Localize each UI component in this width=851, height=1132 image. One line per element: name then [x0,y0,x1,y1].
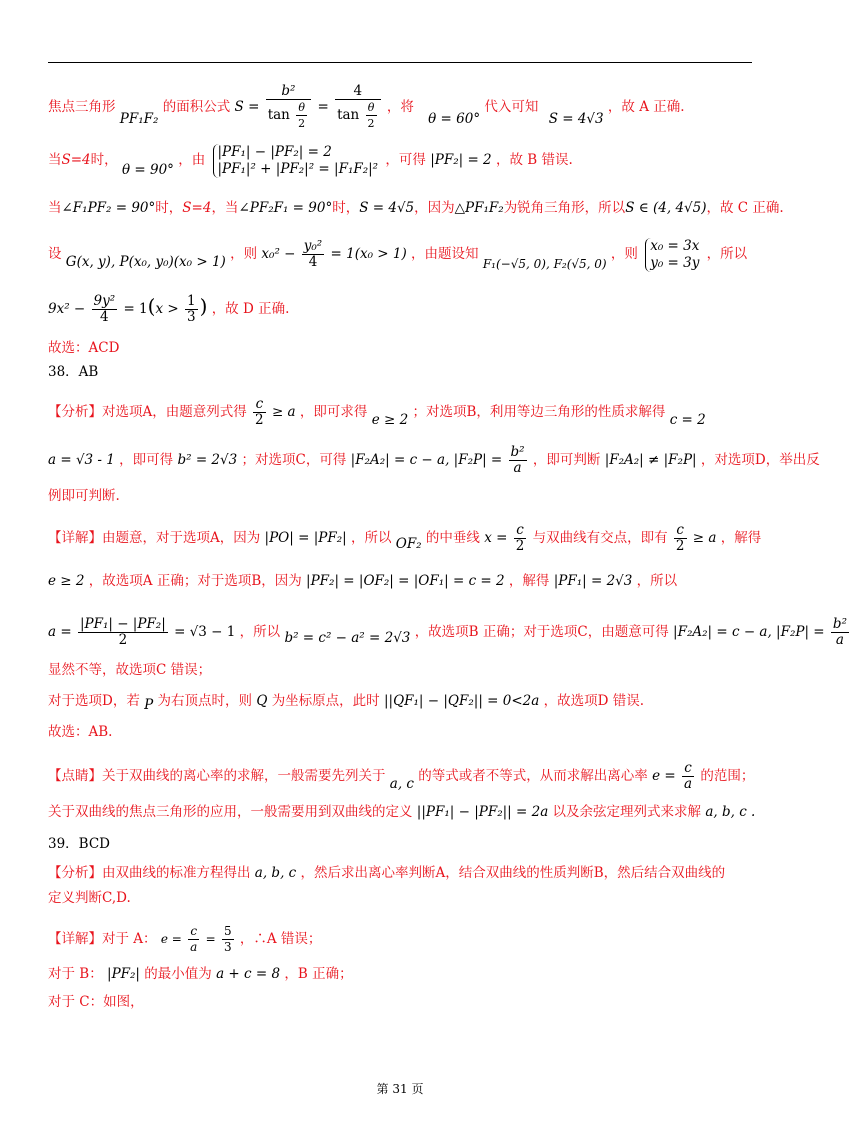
text: 的范围； [700,768,755,784]
math-c-eq2: c = 2 [669,412,706,428]
keypoint-line1 [48,758,758,794]
text: ，故选项D 错误. [543,693,644,709]
equation-system-2: x₀ = 3x y₀ = 3y [645,238,699,272]
text: ，故 B 错误. [495,152,573,168]
text: ，由 [178,152,206,168]
math-OF2: OF₂ [395,536,422,552]
text: ，故 A 正确. [607,99,685,115]
equation-system-1: |PF₁| − |PF₂| = 2 |PF₁|² + |PF₂|² = |F₁F₂|² [213,144,379,178]
math-theta60: θ = 60° [428,111,481,127]
tag-keypoint: 【点睛】 [48,768,102,784]
math-P: P [144,697,154,713]
text: ，然后求出离心率判断A，结合双曲线的性质判断B，然后结合双曲线的 [300,865,726,881]
math-ineq: |F₂A₂| ≠ |F₂P| [604,452,697,468]
detail-38-line4: 显然不等，故选项C 错误； [48,662,212,678]
math-b2-chain: b² = c² − a² = 2√3 [284,630,411,646]
text: ，则 [610,246,638,262]
frac-b2-a: $\frac{\text{b²}}{a}$ [832,616,847,648]
frac-c-2: $\frac{c}{2}$ [515,522,525,554]
math-foci: F₁(−√5, 0), F₂(√5, 0) [482,257,607,271]
math-x-eq: x = [484,530,508,546]
text: 对于选项D，若 [48,693,140,709]
detail-39-line3: 对于 C：如图， [48,994,144,1010]
text: ，即可求得 [299,404,368,420]
text: 的等式或者不等式，从而求解出离心率 [418,768,648,784]
tag-detail: 【详解】 [48,530,102,546]
math-PF1-val: |PF₁| = 2√3 [553,573,633,589]
math-S4r3: S = 4√3 [548,111,604,127]
math-F2A2: |F₂A₂| = c − a, |F₂P| = [673,624,825,640]
frac-9y2: $\frac{\text{9y²}}{4}$ [93,293,116,325]
analysis-38-line1 [48,392,758,432]
frac-pfdiff: $\frac{\text{|PF₁| − |PF₂|}}{2}$ [79,616,166,648]
text: ，可得 [385,152,426,168]
math-pf2: |PF₂| = 2 [430,152,492,168]
text: 关于双曲线的焦点三角形的应用，一般需要用到双曲线的定义 [48,804,413,820]
text: ，所以 [350,530,392,546]
math-r3m1: = √3 − 1 [174,624,236,640]
question-39-number: 39．BCD [48,836,111,852]
math-ac: a, c [389,776,414,792]
text: ，解得 [508,573,550,589]
math-PF2: |PF₂| [107,966,140,982]
text: 由双曲线的标准方程得出 [102,865,251,881]
math-PO: |PO| = |PF₂| [264,530,347,546]
math-PF2-chain: |PF₂| = |OF₂| = |OF₁| = c = 2 [306,573,505,589]
text: ；对选项B，利用等边三角形的性质求解得 [412,404,666,420]
text: ，故选项A 正确；对于选项B，因为 [88,573,302,589]
text: 以及余弦定理列式来求解 [552,804,702,820]
math-hyperbola-def: ||PF₁| − |PF₂|| = 2a [416,804,549,820]
frac-b2-a: $\frac{\text{b²}}{a}$ [510,444,525,476]
frac-c-a: $\frac{c}{a}$ [683,760,693,792]
text: 焦点三角形 [48,99,116,115]
math-ge-a: ≥ a [692,530,717,546]
math-S-range: S ∈ (4, 4√5) [625,200,707,216]
math-e-ge2: e ≥ 2 [48,573,85,589]
analysis-39-line2: 定义判断C,D. [48,890,131,906]
text: 的最小值为 [144,966,212,982]
detail-38-line1 [48,518,762,558]
line-area-formula: 焦点三角形 PF₁F₂ 的面积公式 S = b² tan $\frac{\theta}{2}$ = 4 tan $\frac{\theta}{2}$ ，将 θ = 60° 代入可知 S = 4√3 ，故 A 正确. [48,83,685,130]
frac-c-a: $\frac{c}{a}$ [190,924,198,954]
line-s4-case [48,138,758,182]
line-angle-case [48,198,784,218]
text: ，所以 [706,246,748,262]
math-S: S = [234,99,260,115]
text: ，即可得 [119,452,174,468]
answer-choice-37: 故选：ACD [48,340,120,356]
tag-analysis: 【分析】 [48,404,102,420]
frac-4-tan: 4 tan $\frac{\theta}{2}$ [335,84,380,131]
text: ，将 [386,99,414,115]
math-GP: G(x, y), P(x₀, y₀)(x₀ > 1) [65,254,226,270]
detail-39-line1: 【详解】对于 A： e = $\frac{c}{a}$ = $\frac{5}{3}$ ，∴A 错误； [48,924,322,954]
math-a-val: a = √3 - 1 [48,452,115,468]
text: ，对选项D，举出反 [700,452,820,468]
text: ，由题设知 [411,246,479,262]
frac-c-2: $\frac{c}{2}$ [255,396,264,428]
text: 的中垂线 [425,530,480,546]
math-xgt: x > [155,301,179,317]
frac-5-3: $\frac{5}{3}$ [223,924,232,954]
text: 时， [332,200,360,216]
text: 由题意，对于选项A，因为 [102,530,261,546]
math-S4r5: S = 4√5 [359,200,415,216]
math-e-eq: e = [652,768,676,784]
text: 设 [48,246,62,262]
text: 与双曲线有交点，即有 [532,530,668,546]
text: 为锐角三角形，所以 [503,200,626,216]
page-number: 第 31 页 [376,1082,424,1096]
detail-38-line2 [48,566,758,596]
math-triangle: △PF₁F₂ [454,200,504,216]
text: 当 [48,152,62,168]
math-angle1: ∠F₁PF₂ = 90° [61,200,156,216]
text: ，故选项B 正确；对于选项C，由题意可得 [414,624,669,640]
math-ge-a: ≥ a [271,404,296,420]
text: S=4 [61,152,91,168]
line-locus-result: 9x² − $\frac{\text{9y²}}{4}$ = 1(x > $\frac{1}{3}$ ) ，故 D 正确. [48,293,290,325]
math-F2A2: |F₂A₂| = c − a, |F₂P| = [350,452,503,468]
text: ，所以 [239,624,281,640]
math-abc: a, b, c . [705,804,756,820]
math-9x2: 9x² − [48,301,86,317]
analysis-39-line1 [48,860,758,886]
math-e-ge2: e ≥ 2 [371,412,409,428]
tag-detail: 【详解】 [48,931,102,947]
analysis-38-line2 [48,440,820,480]
math-angle2: ∠PF₂F₁ = 90° [238,200,333,216]
frac-c-2: $\frac{c}{2}$ [675,522,685,554]
text: ，即可判断 [532,452,601,468]
analysis-38-line3: 例即可判断. [48,488,120,504]
text: 关于双曲线的离心率的求解，一般需要先列关于 [102,768,386,784]
keypoint-line2 [48,798,758,826]
math-apc: a + c = 8 [216,966,281,982]
text: 对选项A，由题意列式得 [102,404,247,420]
frac-b2-tan: b² tan $\frac{\theta}{2}$ [266,84,311,131]
text: ，故 D 正确. [211,301,290,317]
math-a-eq: a = [48,624,72,640]
text: 对于 B： [48,966,103,982]
text: 的面积公式 [162,99,231,115]
math-hyp0: x₀² − [261,246,296,262]
detail-38-line5 [48,688,758,714]
text: 代入可知 [484,99,539,115]
text: ，因为 [414,200,455,216]
question-38-number: 38．AB [48,364,99,380]
frac-y0: $\frac{\text{y₀²}}{4}$ [303,238,323,270]
math-hyp0b: = 1(x₀ > 1) [330,246,407,262]
math-abc: a, b, c [254,865,297,881]
line-locus-setup [48,232,758,276]
math-e-eq: e = [160,932,182,946]
detail-39-line2 [48,962,758,986]
text: 对于 A： [102,931,157,947]
math-eq1: = 1 [123,301,148,317]
frac-1-3: $\frac{1}{3}$ [186,293,196,325]
text: ，故 C 正确. [706,200,784,216]
text: 当 [48,200,62,216]
text: 为坐标原点，此时 [271,693,380,709]
header-rule [48,62,752,63]
text: ，∴A 错误； [239,931,322,947]
text: 时， [155,200,183,216]
text: ，所以 [636,573,678,589]
text: 为右顶点时，则 [157,693,253,709]
detail-38-line3 [48,612,847,652]
text: ，当 [211,200,239,216]
text: ，则 [230,246,258,262]
text: ，解得 [720,530,762,546]
text: ；对选项C，可得 [241,452,347,468]
text: S=4 [182,200,212,216]
math-theta90: θ = 90° [121,162,174,178]
text: 时， [90,152,118,168]
math-pf1f2: PF₁F₂ [119,111,159,127]
math-QF: ||QF₁| − |QF₂|| = 0<2a [383,693,540,709]
answer-choice-38: 故选：AB. [48,724,113,740]
text: ，B 正确； [284,966,353,982]
tag-analysis: 【分析】 [48,865,102,881]
math-Q: Q [256,693,268,709]
math-b2-val: b² = 2√3 [177,452,238,468]
